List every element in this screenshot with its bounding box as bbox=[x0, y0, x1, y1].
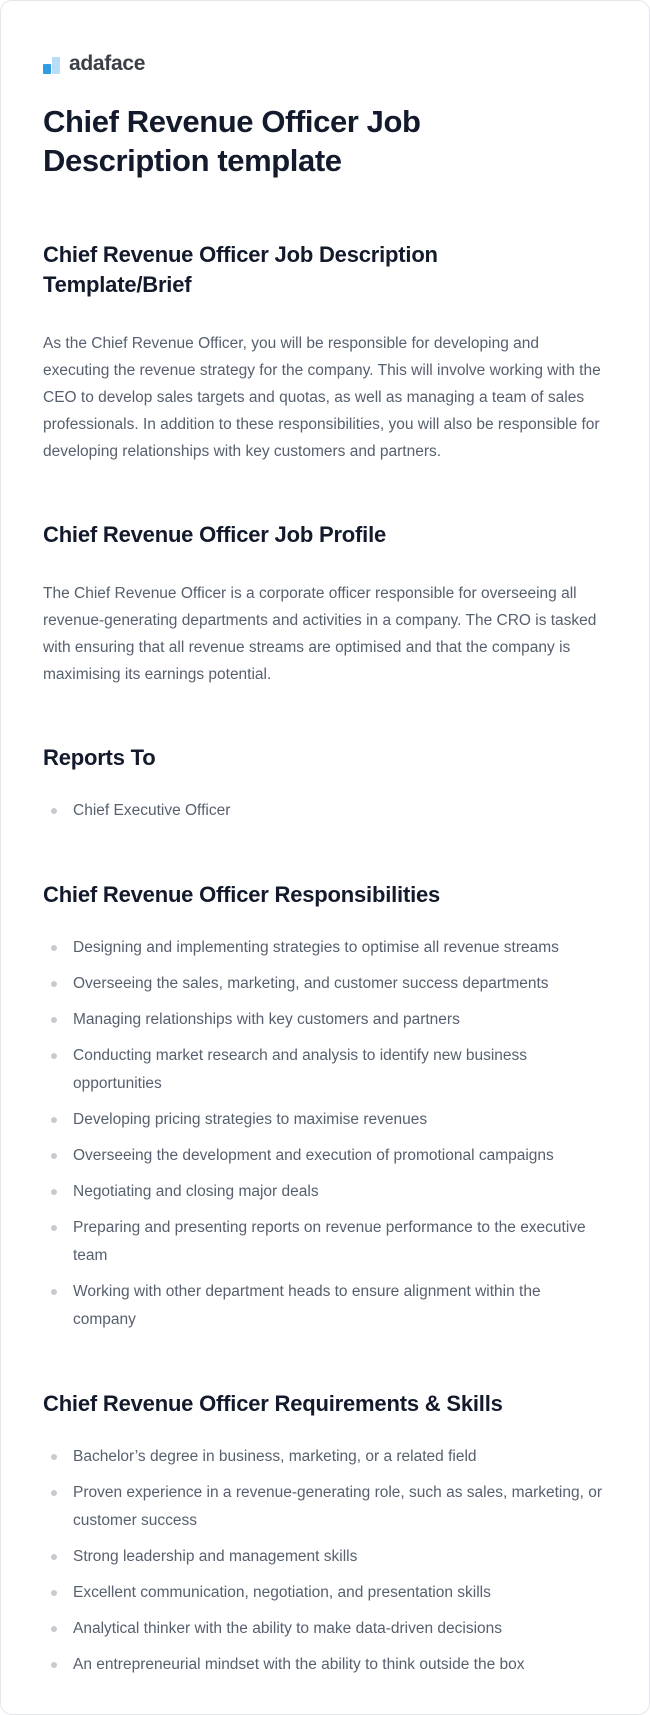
list-item: Chief Executive Officer bbox=[43, 797, 603, 825]
bullet-dot-icon bbox=[51, 945, 57, 951]
list-item: Preparing and presenting reports on revenue performance to the executive team bbox=[43, 1214, 603, 1270]
bullet-dot-icon bbox=[51, 808, 57, 814]
bullet-dot-icon bbox=[51, 981, 57, 987]
bullet-dot-icon bbox=[51, 1662, 57, 1668]
list-item: Bachelor’s degree in business, marketing, or a related field bbox=[43, 1443, 603, 1471]
requirements-list bbox=[43, 1443, 603, 1679]
list-item: Working with other department heads to ensure alignment within the company bbox=[43, 1278, 603, 1334]
list-item: Overseeing the sales, marketing, and customer success departments bbox=[43, 970, 603, 998]
section-heading-responsibilities: Chief Revenue Officer Responsibilities bbox=[43, 882, 441, 907]
bullet-dot-icon bbox=[51, 1153, 57, 1159]
bullet-dot-icon bbox=[51, 1189, 57, 1195]
list-item: Analytical thinker with the ability to make data-driven decisions bbox=[43, 1615, 603, 1643]
list-item: Excellent communication, negotiation, and presentation skills bbox=[43, 1579, 603, 1607]
list-item: Designing and implementing strategies to optimise all revenue streams bbox=[43, 934, 603, 962]
section-heading-profile: Chief Revenue Officer Job Profile bbox=[43, 522, 387, 547]
list-item: An entrepreneurial mindset with the ability to think outside the box bbox=[43, 1651, 603, 1679]
list-item: Negotiating and closing major deals bbox=[43, 1178, 603, 1206]
bullet-dot-icon bbox=[51, 1017, 57, 1023]
brief-paragraph: As the Chief Revenue Officer, you will be responsible for developing and executing the revenue strategy for the company. This will involve working with the CEO to develop sales targets and quotas, as well as managing a team of sales professionals. In addition to these responsibilities, you will also be responsible for developing relationships with key customers and partners. bbox=[43, 335, 601, 460]
bullet-dot-icon bbox=[51, 1554, 57, 1560]
page-title: Chief Revenue Officer Job Description template bbox=[43, 104, 421, 178]
bullet-dot-icon bbox=[51, 1053, 57, 1059]
bullet-dot-icon bbox=[51, 1117, 57, 1123]
bullet-dot-icon bbox=[51, 1626, 57, 1632]
responsibilities-list bbox=[43, 934, 603, 1334]
list-item: Developing pricing strategies to maximise revenues bbox=[43, 1106, 603, 1134]
list-item: Proven experience in a revenue-generating role, such as sales, marketing, or customer success bbox=[43, 1479, 603, 1535]
brand-name: adaface bbox=[69, 52, 146, 75]
bullet-dot-icon bbox=[51, 1225, 57, 1231]
list-item: Conducting market research and analysis to identify new business opportunities bbox=[43, 1042, 603, 1098]
section-heading-reports-to: Reports To bbox=[43, 745, 156, 770]
profile-paragraph: The Chief Revenue Officer is a corporate officer responsible for overseeing all revenue-generating departments and activities in a company. The CRO is tasked with ensuring that all revenue streams are optimised and that the company is maximising its earnings potential. bbox=[43, 585, 597, 683]
section-heading-requirements: Chief Revenue Officer Requirements & Skills bbox=[43, 1391, 503, 1416]
list-item: Strong leadership and management skills bbox=[43, 1543, 603, 1571]
section-heading-brief: Chief Revenue Officer Job Description Template/Brief bbox=[43, 242, 438, 297]
bullet-dot-icon bbox=[51, 1590, 57, 1596]
list-item: Managing relationships with key customers and partners bbox=[43, 1006, 603, 1034]
bullet-dot-icon bbox=[51, 1490, 57, 1496]
adaface-logo[interactable] bbox=[43, 52, 145, 76]
bullet-dot-icon bbox=[51, 1454, 57, 1460]
bar-chart-logo-icon bbox=[43, 55, 60, 74]
list-item: Overseeing the development and execution of promotional campaigns bbox=[43, 1142, 603, 1170]
reports-to-list bbox=[43, 797, 603, 825]
bullet-dot-icon bbox=[51, 1289, 57, 1295]
